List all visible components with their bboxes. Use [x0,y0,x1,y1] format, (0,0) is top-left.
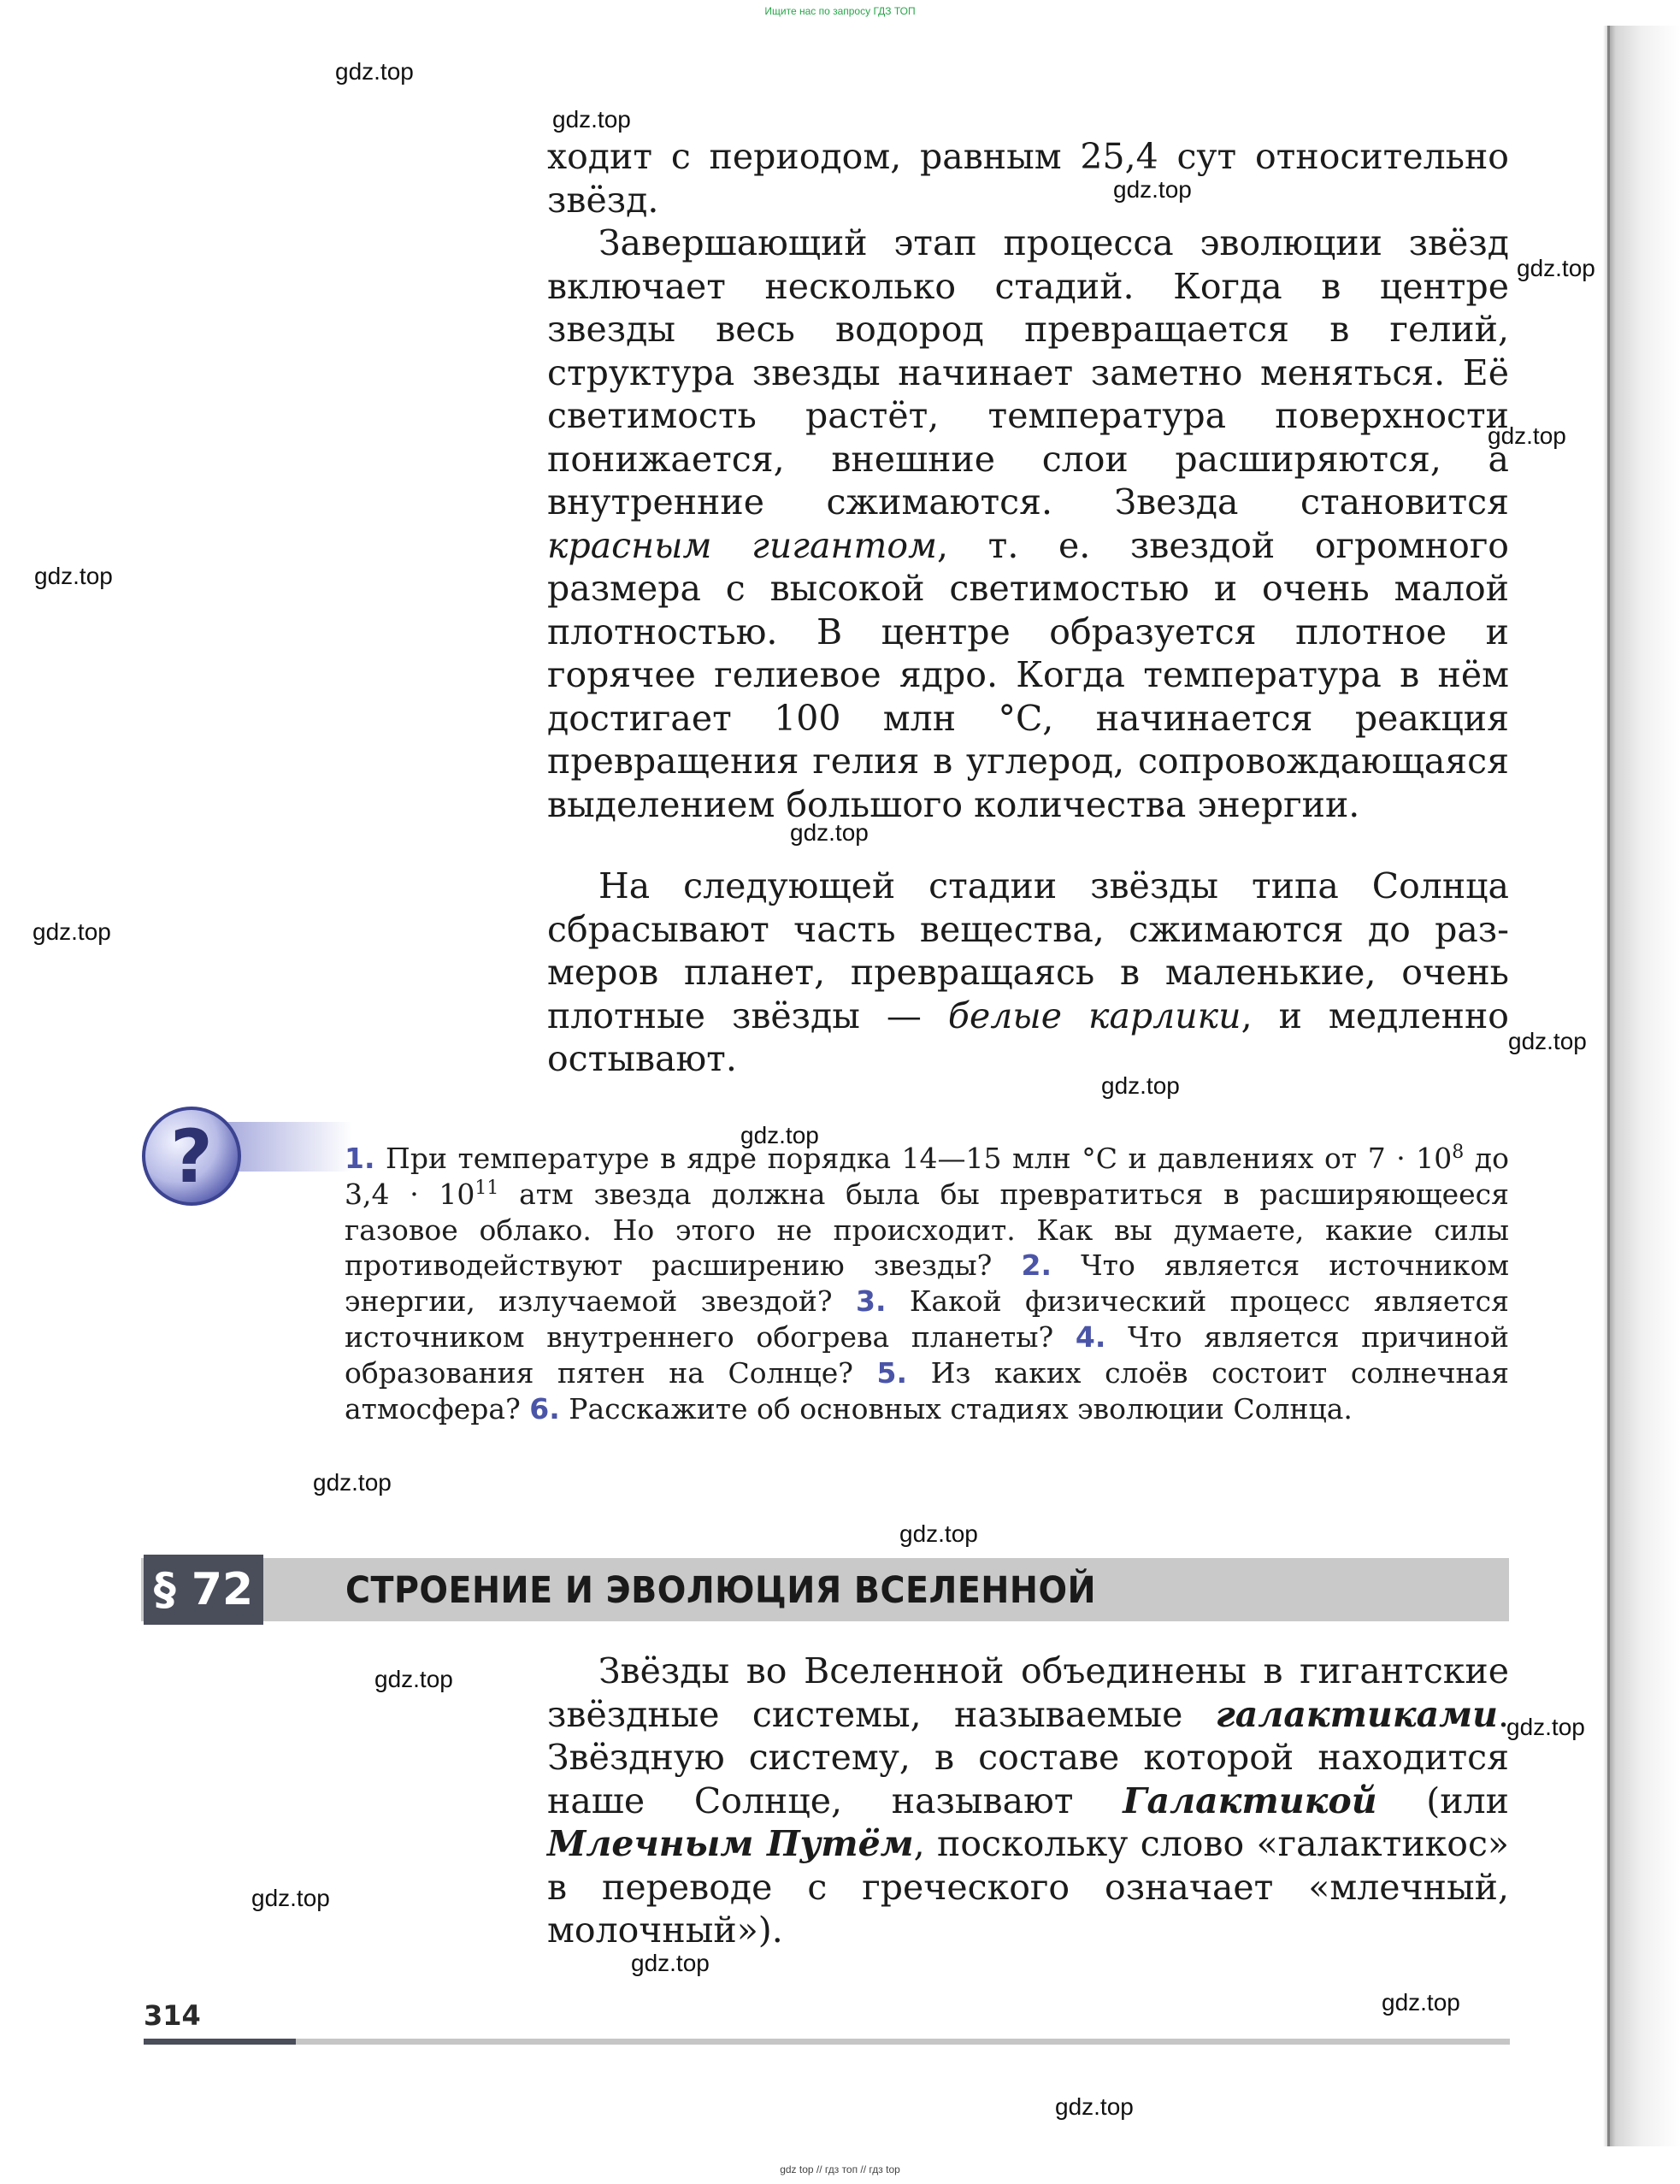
page-number: 314 [144,1999,201,2032]
watermark: gdz.top [740,1122,819,1148]
question-1-exponent-2: 11 [475,1177,499,1199]
watermark: gdz.top [374,1666,453,1692]
term-galaxy: Галактикой [1123,1780,1377,1821]
section-paragraph-text-a: Звёзды во Вселенной объединены в гигантские звёздные системы, называемые [547,1650,1509,1735]
review-questions [345,1141,1509,1426]
paragraph-1 [547,135,1509,221]
watermark: gdz.top [1101,1072,1180,1099]
question-4-text: Что является причиной образования пятен на Солнце? [345,1319,1509,1390]
question-1-text-b: до 3,4 · 10 [345,1142,1509,1211]
svg-text:?: ? [170,1114,213,1200]
footer-rule [144,2039,1510,2045]
watermark: gdz.top [1508,1028,1587,1054]
paragraph-3-text-a: На следующей стадии звёзды типа Солнца сбрасывают часть вещества, сжимаются до размеров планет, превращаясь в маленькие, очень плотные звёзды — [547,865,1509,1036]
question-number-6: 6. [529,1391,560,1426]
question-1-exponent-1: 8 [1452,1142,1465,1163]
watermark: gdz.top [1382,1989,1460,2016]
watermark: gdz.top [1517,255,1595,281]
watermark: gdz.top [631,1950,710,1976]
spine-edge [1603,26,1610,2146]
watermark: gdz.top [899,1520,978,1547]
watermark: gdz.top [552,106,631,133]
question-number-2: 2. [1021,1248,1052,1283]
paragraph-2 [547,221,1509,826]
question-1-text-c: атм звезда должна была бы превратиться в расширяющееся газовое облако. Но этого не происходит. Как вы думаете, какие силы противодействуют расширению звезды? [345,1177,1509,1283]
question-mark-icon [139,1103,352,1214]
term-milky-way: Млечным Путём [547,1823,914,1864]
watermark: gdz.top [1113,176,1192,203]
watermark: gdz.top [1488,422,1566,449]
watermark: gdz.top [1055,2093,1134,2120]
watermark: gdz.top [251,1885,330,1911]
header-note: Ищите нас по запросу ГДЗ ТОП [764,5,916,17]
paragraph-3-text-b: , и медленно остывают. [547,995,1509,1079]
book-spine-shadow [1607,26,1680,2146]
section-paragraph-text-b: . Звёздную систему, в составе которой находится наше Солнце, называют [547,1693,1509,1821]
section-paragraph-text-d: , поскольку слово «галактикос» в переводе с греческого означает «млечный, молочный»). [547,1823,1509,1951]
term-red-giant: красным гигантом [547,524,937,566]
question-1-text-a: При температуре в ядре порядка 14—15 млн °С и давлениях от 7 · 10 [386,1142,1453,1175]
watermark: gdz.top [34,563,113,589]
question-number-1: 1. [345,1142,375,1175]
question-number-3: 3. [855,1284,887,1319]
paragraph-2-text-a: Завершающий этап процесса эволюции звёзд включает несколько стадий. Когда в центре звезды весь водород превращается в гелий, структура звезды начинает заметно меняться. Её светимость растёт, температура поверхности понижается, внешние слои расширяются, а внутренние сжимаются. Звезда становится [547,222,1509,522]
paragraph-1-text: ходит с периодом, равным 25,4 сут относительно звёзд. [547,136,1509,221]
question-6-text: Расскажите об основных стадиях эволюции Солнца. [559,1391,1353,1426]
section-paragraph-text-c: (или [1376,1780,1509,1821]
term-white-dwarfs: белые карлики [947,995,1241,1036]
section-title: СТРОЕНИЕ И ЭВОЛЮЦИЯ ВСЕЛЕННОЙ [345,1569,1097,1612]
watermark: gdz.top [1506,1714,1585,1740]
question-number-4: 4. [1075,1319,1106,1354]
watermark: gdz.top [335,58,414,85]
watermark: gdz.top [32,918,111,945]
term-galaxies: галактиками [1215,1693,1498,1735]
question-2-text: Что является источником энергии, излучаемой звездой? [345,1248,1509,1319]
question-5-text: Из каких слоёв состоит солнечная атмосфера? [345,1355,1509,1426]
section-number: § 72 [144,1555,263,1625]
footer-note: gdz top // гдз топ // гдз top [780,2163,900,2175]
watermark: gdz.top [790,819,869,846]
question-number-5: 5. [876,1355,908,1390]
section-paragraph [547,1650,1509,1952]
paragraph-3 [547,865,1509,1081]
watermark: gdz.top [313,1469,392,1496]
paragraph-2-text-b: , т. е. звездой огромного размера с высокой светимостью и очень малой плотностью. В центре образуется плотное и горячее гелиевое ядро. Когда температура в нём достигает 100 млн °С, начинается реакция превращения гелия в углерод, сопровождающаяся выделением большого количества энергии. [547,524,1509,825]
question-3-text: Какой физический процесс является источником внутреннего обогрева планеты? [345,1284,1509,1354]
